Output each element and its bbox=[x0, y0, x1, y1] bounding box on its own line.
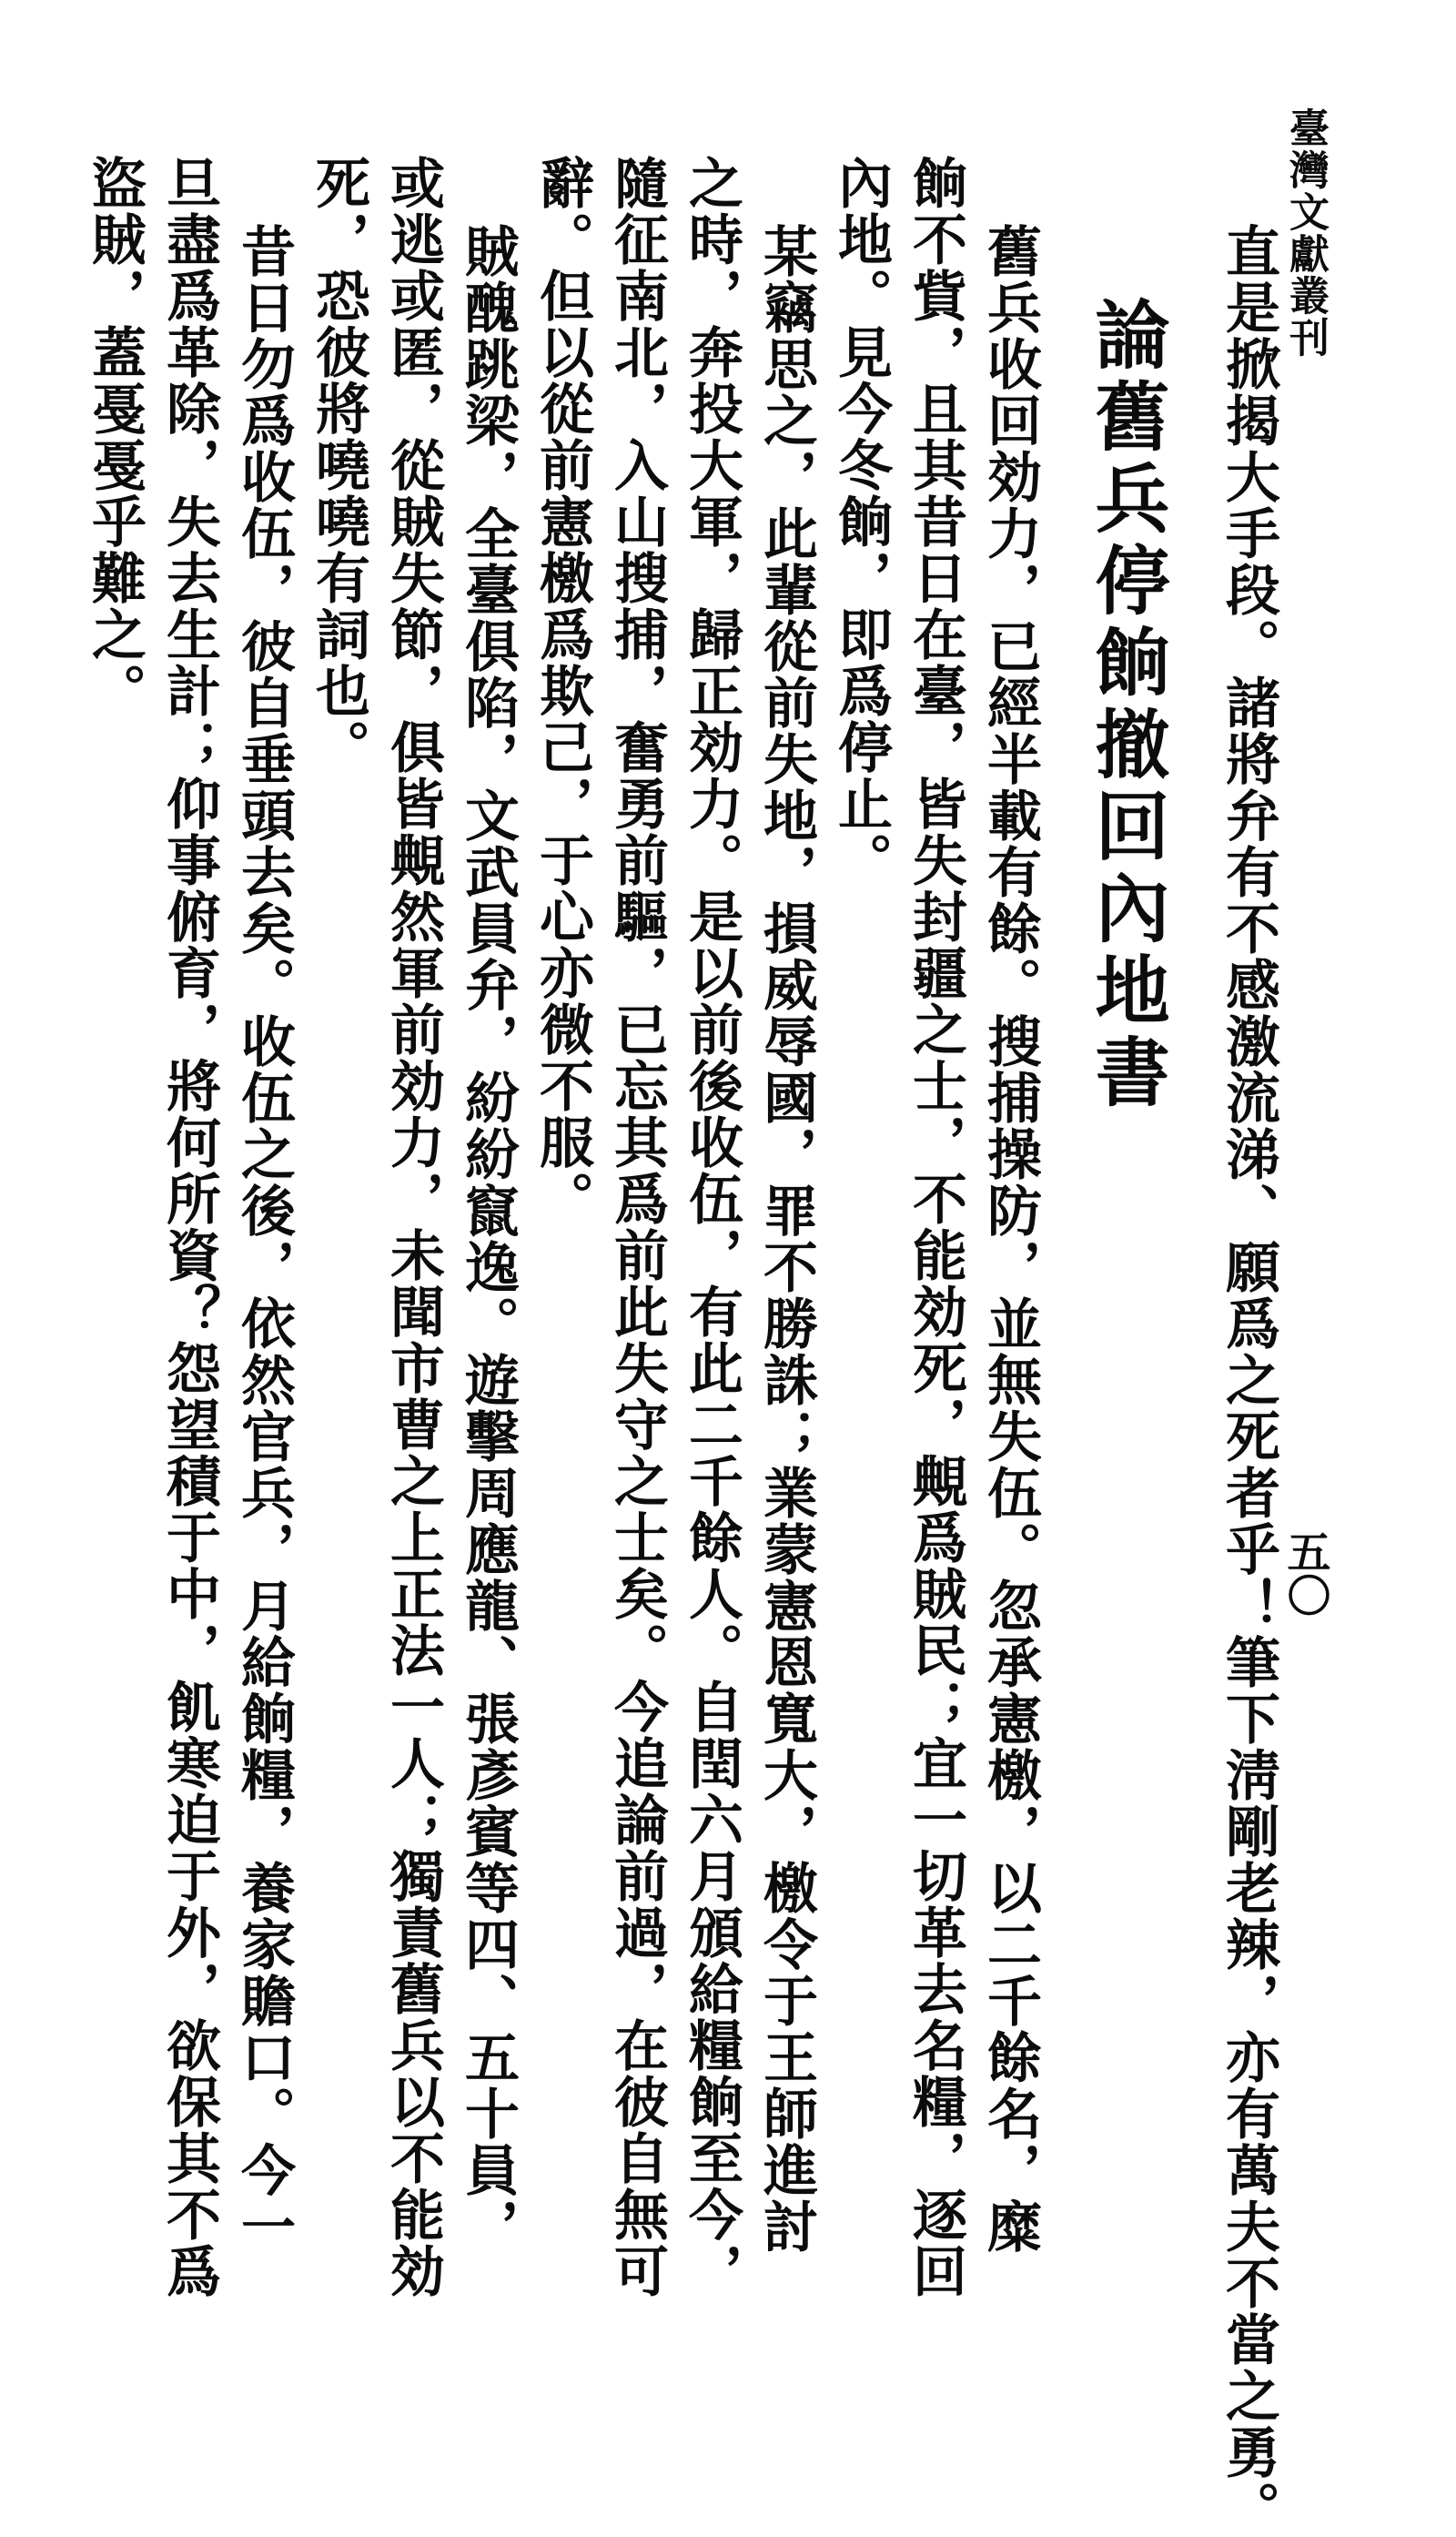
essay-line: 或逃或匿，從賊失節，俱皆覥然軍前効力，未聞市曹之上正法一人；獨責舊兵以不能効 bbox=[381, 155, 445, 2299]
essay-line: 旦盡爲革除，失去生計；仰事俯育，將何所資？怨望積于中，飢寒迫于外，欲保其不爲 bbox=[157, 155, 221, 2299]
essay-line: 餉不貲，且其昔日在臺，皆失封疆之士，不能効死，覥爲賊民；宜一切革去名糧，逐回 bbox=[904, 155, 967, 2299]
essay-line: 之時，奔投大軍，歸正効力。是以前後收伍，有此二千餘人。自閏六月頒給糧餉至今， bbox=[680, 155, 743, 2299]
essay-line: 賊醜跳梁，全臺俱陷，文武員弁，紛紛竄逸。遊擊周應龍、張彥賓等四、五十員， bbox=[456, 223, 520, 2255]
essay-line: 辭。但以從前憲檄爲欺己，于心亦微不服。 bbox=[531, 155, 594, 1227]
page-number: 五〇 bbox=[1279, 1529, 1330, 1617]
essay-title: 論舊兵停餉撤回內地書 bbox=[1083, 296, 1170, 1115]
previous-text-line: 直是掀揭大手段。諸將弁有不感激流涕、願爲之死者乎！筆下淸剛老辣，亦有萬夫不當之勇。 bbox=[1217, 223, 1280, 2537]
essay-line: 某竊思之，此輩從前失地，損威辱國，罪不勝誅；業蒙憲恩寬大，檄令于王師進討 bbox=[754, 223, 818, 2255]
essay-line: 昔日勿爲收伍，彼自垂頭去矣。收伍之後，依然官兵，月給餉糧，養家贍口。今一 bbox=[232, 223, 296, 2255]
essay-line: 內地。見今冬餉，即爲停止。 bbox=[829, 155, 893, 888]
essay-line: 舊兵收回効力，已經半載有餘。搜捕操防，並無失伍。忽承憲檄，以二千餘名，糜 bbox=[978, 223, 1042, 2255]
essay-line: 隨征南北，入山搜捕，奮勇前驅，已忘其爲前此失守之士矣。今追論前過，在彼自無可 bbox=[605, 155, 669, 2299]
essay-line: 盜賊，蓋戞戞乎難之。 bbox=[83, 155, 147, 719]
book-title: 臺灣文獻叢刊 bbox=[1282, 107, 1329, 359]
essay-line: 死，恐彼將嘵嘵有詞也。 bbox=[307, 155, 370, 776]
